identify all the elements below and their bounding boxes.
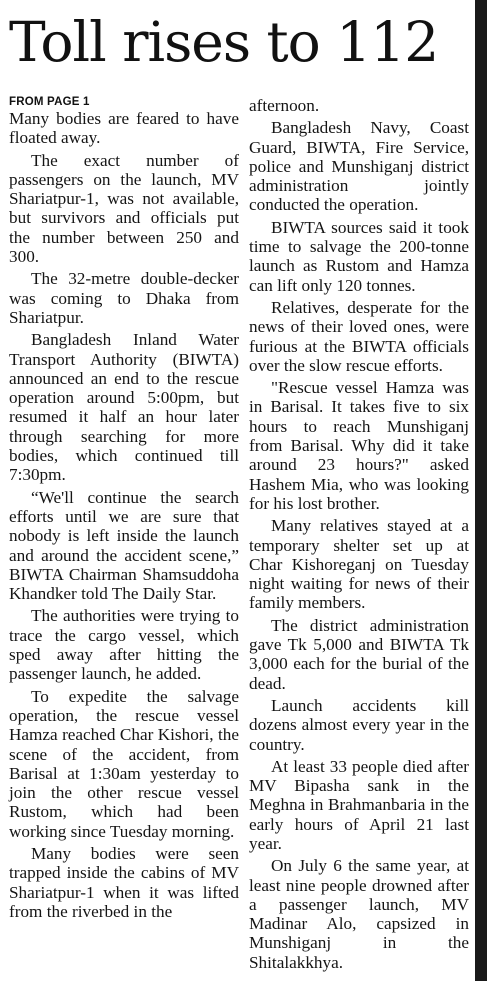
headline: Toll rises to 112 xyxy=(9,10,439,74)
paragraph: At least 33 people died after MV Bipasha sank in the Meghna in Brahmanbaria in the early hours of April 21 last year. xyxy=(249,756,469,853)
paragraph: "Rescue vessel Hamza was in Barisal. It takes five to six hours to reach Munshiganj from Barisal. Why did it take around 23 hours?" asked Hashem Mia, who was looking for his lost brother. xyxy=(249,378,469,513)
paragraph: The exact number of passengers on the launch, MV Shariatpur-1, was not available, but survivors and officials put the number between 250 and 300. xyxy=(9,150,239,267)
paragraph: The 32-metre double-decker was coming to Dhaka from Shariatpur. xyxy=(9,269,239,327)
paragraph: Bangladesh Inland Water Transport Authority (BIWTA) announced an end to the rescue operation around 5:00pm, but resumed it half an hour later through searching for more bodies, which continued till 7:30pm. xyxy=(9,330,239,485)
paragraph: Launch accidents kill dozens almost every year in the country. xyxy=(249,695,469,754)
paragraph: The district administration gave Tk 5,000 and BIWTA Tk 3,000 each for the burial of the dead. xyxy=(249,615,469,693)
paragraph: “We'll continue the search efforts until we are sure that nobody is left inside the launch and around the accident scene,” BIWTA Chairman Shamsuddoha Khandker told The Daily Star. xyxy=(9,487,239,604)
continued-from-kicker: FROM PAGE 1 xyxy=(9,96,90,108)
paragraph: afternoon. xyxy=(249,96,320,115)
article-column-left xyxy=(9,96,239,924)
paragraph: Many relatives stayed at a temporary shelter set up at Char Kishoreganj on Tuesday night waiting for news of their family members. xyxy=(249,516,469,613)
paragraph: Many bodies were seen trapped inside the cabins of MV Shariatpur-1 when it was lifted from the riverbed in the xyxy=(9,843,239,921)
paragraph: BIWTA sources said it took time to salvage the 200-tonne launch as Rustom and Hamza can lift only 120 tonnes. xyxy=(249,217,469,295)
article-column-right xyxy=(249,96,469,975)
page-edge-rule xyxy=(475,0,487,981)
paragraph: Many bodies are feared to have floated away. xyxy=(9,109,239,148)
paragraph: Relatives, desperate for the news of their loved ones, were furious at the BIWTA officials over the slow rescue efforts. xyxy=(249,297,469,375)
paragraph: To expedite the salvage operation, the rescue vessel Hamza reached Char Kishori, the scene of the accident, from Barisal at 1:30am yesterday to join the other rescue vessel Rustom, which had been working since Tuesday morning. xyxy=(9,686,239,841)
paragraph: The authorities were trying to trace the cargo vessel, which sped away after hitting the passenger launch, he added. xyxy=(9,606,239,684)
paragraph: Bangladesh Navy, Coast Guard, BIWTA, Fire Service, police and Munshiganj district administration jointly conducted the operation. xyxy=(249,118,469,215)
paragraph: On July 6 the same year, at least nine people drowned after a passenger launch, MV Madinar Alo, capsized in Munshiganj in the Shitalakkhya. xyxy=(249,856,469,972)
